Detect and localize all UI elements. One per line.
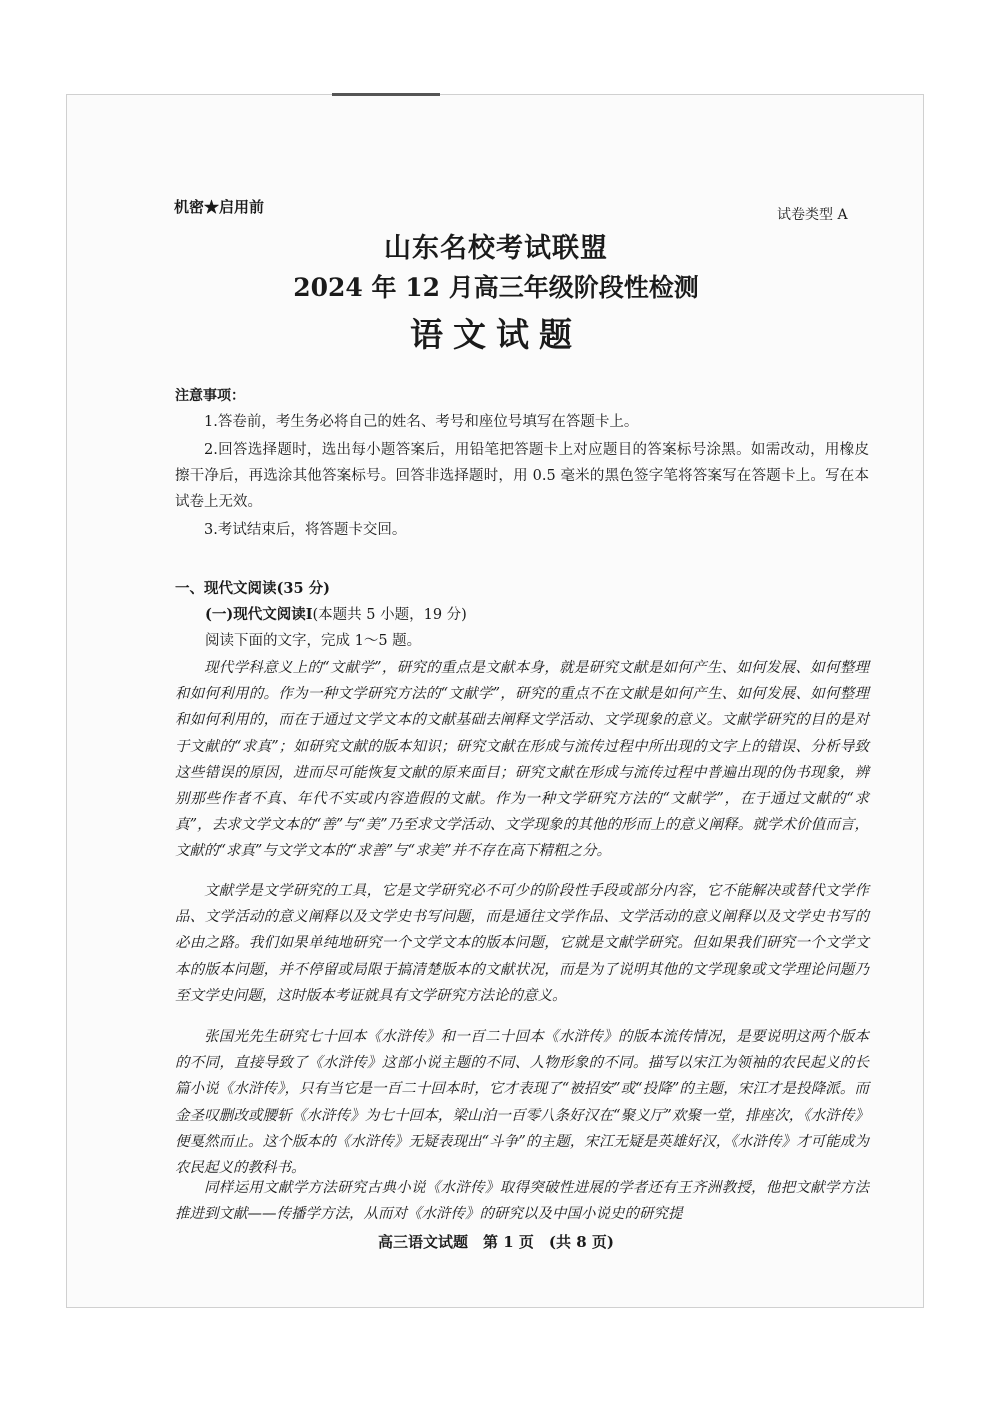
section-title: 一、现代文阅读(35 分) <box>175 580 330 597</box>
passage-paragraph: 现代学科意义上的“文献学”，研究的重点是文献本身，就是研究文献是如何产生、如何发展、如何整理和如何利用的。作为一种文学研究方法的“文献学”，研究的重点不在文献是如何产生、如何发展、如何整理和如何利用的，而在于通过文学文本的文献基础去阐释文学活动、文学现象的意义。文献学研究的目的是对于文献的“求真”；如研究文献的版本知识；研究文献在形成与流传过程中所出现的文字上的错误、分析导致这些错误的原因，进而尽可能恢复文献的原来面目；研究文献在形成与流传过程中普遍出现的伪书现象，辨别那些作者不真、年代不实或内容造假的文献。作为一种文学研究方法的“文献学”，在于通过文献的“求真”，去求文学文本的“善”与“美”乃至求文学活动、文学现象的其他的形而上的意义阐释。就学术价值而言，文献的“求真”与文学文本的“求善”与“求美”并不存在高下精粗之分。 <box>175 660 869 860</box>
note-item: 1.答卷前，考生务必将自己的姓名、考号和座位号填写在答题卡上。 <box>204 414 639 430</box>
page-footer: 高三语文试题 第 1 页 (共 8 页) <box>378 1233 614 1251</box>
exam-date-title: 2024 年 12 月高三年级阶段性检测 <box>293 273 699 302</box>
paper-type-label: 试卷类型 A <box>777 207 848 223</box>
subject-title: 语文试题 <box>410 315 582 354</box>
notes-heading: 注意事项： <box>175 388 245 404</box>
passage-paragraph: 文献学是文学研究的工具，它是文学研究必不可少的阶段性手段或部分内容，它不能解决或替代文学作品、文学活动的意义阐释以及文学史书写问题，而是通往文学作品、文学活动的意义阐释以及文学史书写的必由之路。我们如果单纯地研究一个文学文本的版本问题，它就是文献学研究。但如果我们研究一个文学文本的版本问题，并不停留或局限于搞清楚版本的文献状况，而是为了说明其他的文学现象或文学理论问题乃至文学史问题，这时版本考证就具有文学研究方法论的意义。 <box>175 883 869 1004</box>
note-item: 2.回答选择题时，选出每小题答案后，用铅笔把答题卡上对应题目的答案标号涂黑。如需改动，用橡皮擦干净后，再选涂其他答案标号。回答非选择题时，用 0.5 毫米的黑色签字笔将答案写在答题卡上。写在本试卷上无效。 <box>175 442 869 510</box>
exam-union-title: 山东名校考试联盟 <box>384 233 608 264</box>
reading-instruction: 阅读下面的文字，完成 1～5 题。 <box>205 633 422 649</box>
subsection-detail: (本题共 5 小题，19 分) <box>312 607 467 623</box>
note-item: 3.考试结束后，将答题卡交回。 <box>204 522 407 538</box>
confidential-label: 机密★启用前 <box>174 198 265 216</box>
passage-paragraph: 同样运用文献学方法研究古典小说《水浒传》取得突破性进展的学者还有王齐洲教授，他把文献学方法推进到文献——传播学方法，从而对《水浒传》的研究以及中国小说史的研究提 <box>175 1180 869 1223</box>
subsection-title <box>205 603 467 624</box>
top-rule <box>332 93 440 96</box>
passage-paragraph: 张国光先生研究七十回本《水浒传》和一百二十回本《水浒传》的版本流传情况，是要说明这两个版本的不同，直接导致了《水浒传》这部小说主题的不同、人物形象的不同。描写以宋江为领袖的农民起义的长篇小说《水浒传》，只有当它是一百二十回本时，它才表现了“被招安”或“投降”的主题，宋江才是投降派。而金圣叹删改或腰斩《水浒传》为七十回本，梁山泊一百零八条好汉在“聚义厅”欢聚一堂，排座次，《水浒传》便戛然而止。这个版本的《水浒传》无疑表现出“斗争”的主题，宋江无疑是英雄好汉，《水浒传》才可能成为农民起义的教科书。 <box>175 1029 869 1177</box>
subsection-name: (一)现代文阅读Ⅰ <box>205 606 313 623</box>
